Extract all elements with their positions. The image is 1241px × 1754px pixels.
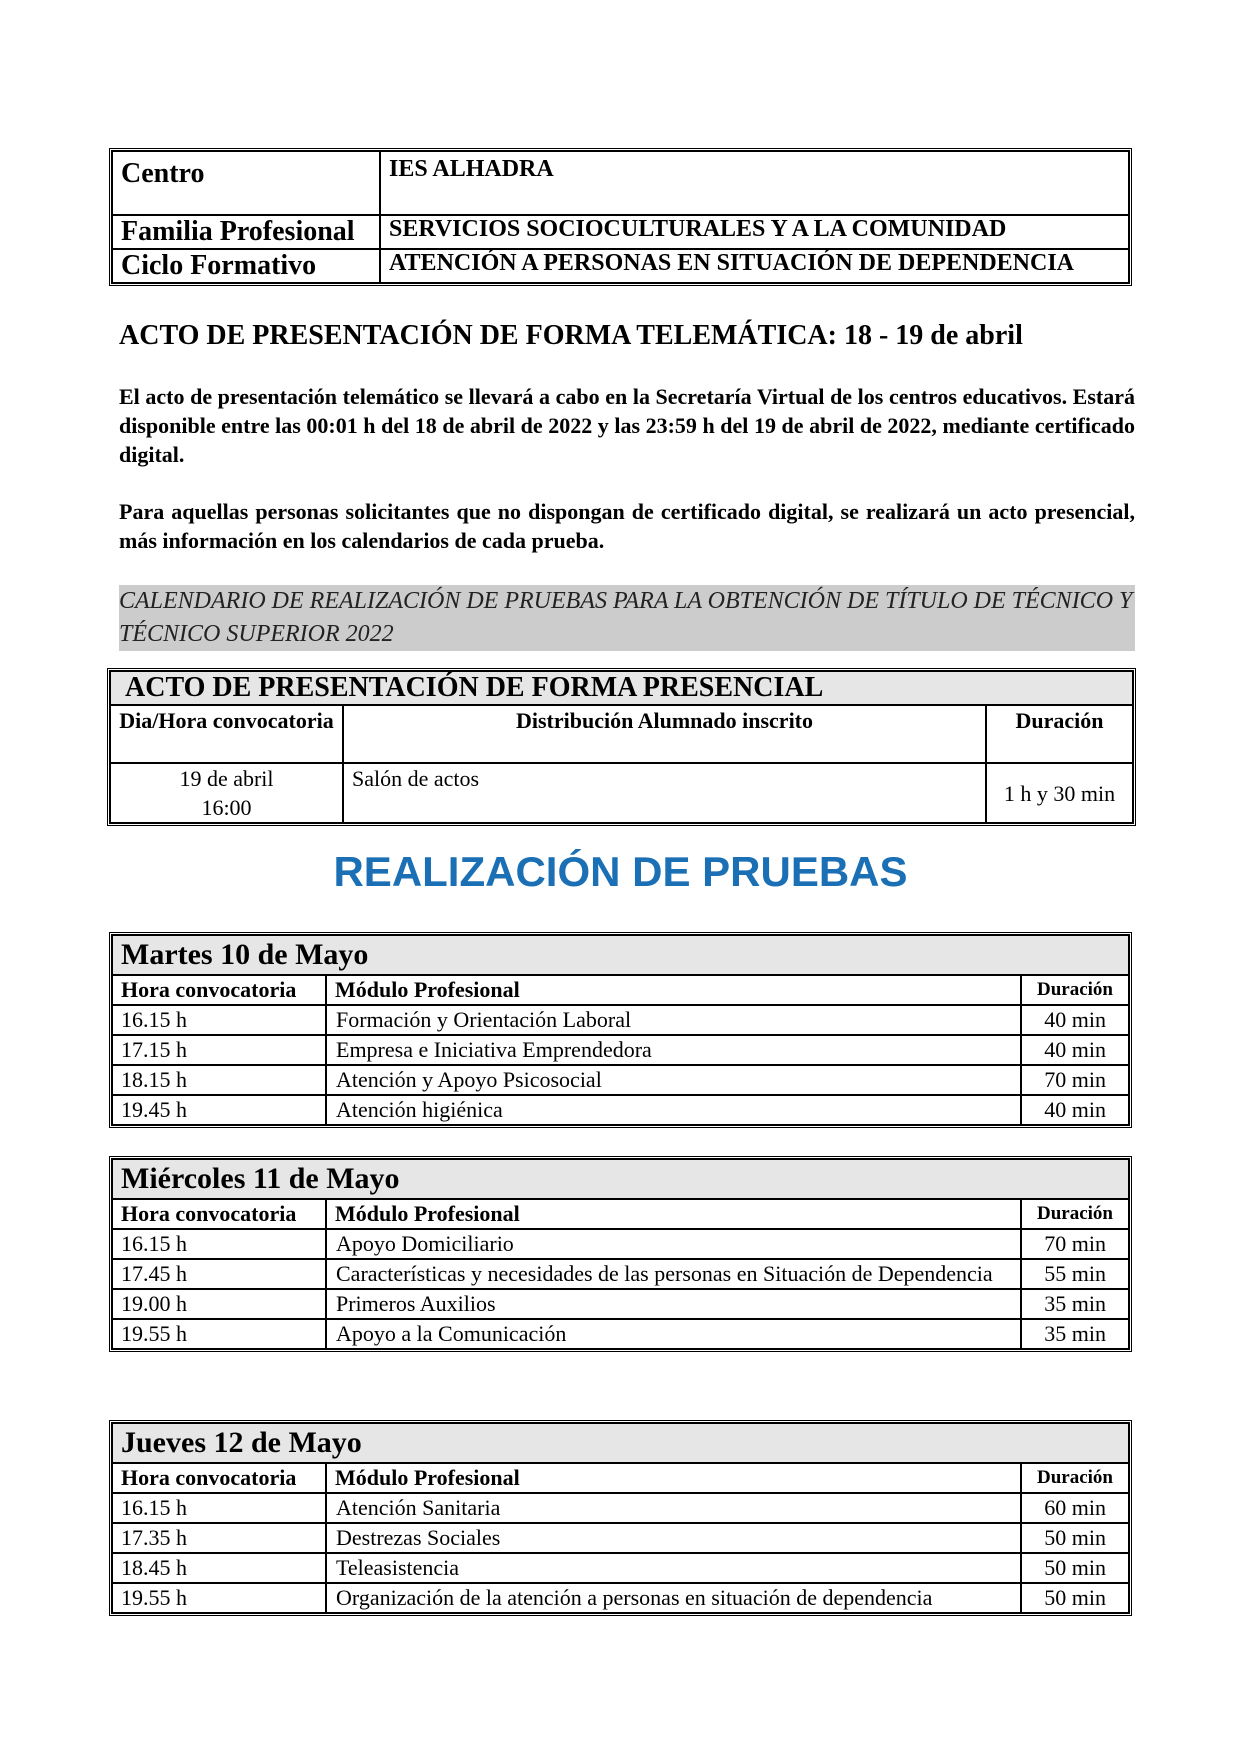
info-row-ciclo xyxy=(112,249,1129,283)
duracion-cell: 40 min xyxy=(1021,1095,1129,1125)
col-hora: Hora convocatoria xyxy=(112,1199,326,1229)
col-modulo: Módulo Profesional xyxy=(326,1463,1021,1493)
presencial-table xyxy=(107,668,1136,826)
day-title-row xyxy=(112,1159,1129,1199)
hora-cell: 19.55 h xyxy=(112,1319,326,1349)
presencial-duracion: 1 h y 30 min xyxy=(986,763,1133,823)
modulo-cell: Primeros Auxilios xyxy=(326,1289,1021,1319)
modulo-cell: Características y necesidades de las personas en Situación de Dependencia xyxy=(326,1259,1021,1289)
info-row-familia xyxy=(112,215,1129,249)
table-row xyxy=(112,1229,1129,1259)
modulo-cell: Destrezas Sociales xyxy=(326,1523,1021,1553)
table-row xyxy=(112,1095,1129,1125)
col-duracion: Duración xyxy=(986,705,1133,763)
table-row xyxy=(112,1523,1129,1553)
table-row xyxy=(112,1005,1129,1035)
col-distribucion: Distribución Alumnado inscrito xyxy=(343,705,986,763)
presencial-hora: 16:00 xyxy=(201,795,252,820)
duracion-cell: 50 min xyxy=(1021,1553,1129,1583)
duracion-cell: 50 min xyxy=(1021,1523,1129,1553)
duracion-cell: 60 min xyxy=(1021,1493,1129,1523)
telematic-paragraph-1: El acto de presentación telemático se llevará a cabo en la Secretaría Virtual de los centros educativos. Estará disponible entre las 00:01 h del 18 de abril de 2022 y las 23:59 h del 19 de abril de 2022, mediante certificado digital. xyxy=(119,384,1135,467)
modulo-cell: Apoyo a la Comunicación xyxy=(326,1319,1021,1349)
presencial-dia-hora-cell xyxy=(110,763,343,823)
col-duracion: Duración xyxy=(1021,975,1129,1005)
presencial-title-row xyxy=(110,671,1133,705)
col-duracion: Duración xyxy=(1021,1463,1129,1493)
hora-cell: 17.45 h xyxy=(112,1259,326,1289)
duracion-cell: 50 min xyxy=(1021,1583,1129,1613)
modulo-cell: Formación y Orientación Laboral xyxy=(326,1005,1021,1035)
day-header-row xyxy=(112,975,1129,1005)
realizacion-title: REALIZACIÓN DE PRUEBAS xyxy=(333,848,908,895)
table-row xyxy=(112,1065,1129,1095)
hora-cell: 17.15 h xyxy=(112,1035,326,1065)
presencial-dia: 19 de abril xyxy=(179,766,274,791)
hora-cell: 17.35 h xyxy=(112,1523,326,1553)
telematic-heading: ACTO DE PRESENTACIÓN DE FORMA TELEMÁTICA: 18 - 19 de abril xyxy=(119,320,1023,351)
modulo-cell: Atención y Apoyo Psicosocial xyxy=(326,1065,1021,1095)
ciclo-label: Ciclo Formativo xyxy=(112,249,380,283)
duracion-cell: 55 min xyxy=(1021,1259,1129,1289)
table-row xyxy=(112,1553,1129,1583)
modulo-cell: Organización de la atención a personas en situación de dependencia xyxy=(326,1583,1021,1613)
day-header-row xyxy=(112,1463,1129,1493)
calendar-banner: CALENDARIO DE REALIZACIÓN DE PRUEBAS PARA LA OBTENCIÓN DE TÍTULO DE TÉCNICO Y TÉCNICO SUPERIOR 2022 xyxy=(119,585,1135,651)
modulo-cell: Teleasistencia xyxy=(326,1553,1021,1583)
modulo-cell: Apoyo Domiciliario xyxy=(326,1229,1021,1259)
duracion-cell: 70 min xyxy=(1021,1229,1129,1259)
table-row xyxy=(112,1583,1129,1613)
day-title: Jueves 12 de Mayo xyxy=(112,1423,1129,1463)
table-row xyxy=(112,1289,1129,1319)
familia-value: SERVICIOS SOCIOCULTURALES Y A LA COMUNIDAD xyxy=(380,215,1129,249)
day-title: Miércoles 11 de Mayo xyxy=(112,1159,1129,1199)
col-dia-hora: Dia/Hora convocatoria xyxy=(110,705,343,763)
duracion-cell: 70 min xyxy=(1021,1065,1129,1095)
duracion-cell: 40 min xyxy=(1021,1035,1129,1065)
col-modulo: Módulo Profesional xyxy=(326,1199,1021,1229)
schedule-table-day-1 xyxy=(109,932,1132,1128)
presencial-distribucion: Salón de actos xyxy=(343,763,986,823)
hora-cell: 16.15 h xyxy=(112,1005,326,1035)
presencial-title: ACTO DE PRESENTACIÓN DE FORMA PRESENCIAL xyxy=(110,671,1133,705)
col-duracion: Duración xyxy=(1021,1199,1129,1229)
ciclo-value: ATENCIÓN A PERSONAS EN SITUACIÓN DE DEPENDENCIA xyxy=(380,249,1129,283)
schedule-table-day-2 xyxy=(109,1156,1132,1352)
hora-cell: 18.15 h xyxy=(112,1065,326,1095)
schedule-table-day-3 xyxy=(109,1420,1132,1616)
col-modulo: Módulo Profesional xyxy=(326,975,1021,1005)
day-title: Martes 10 de Mayo xyxy=(112,935,1129,975)
hora-cell: 16.15 h xyxy=(112,1493,326,1523)
hora-cell: 19.00 h xyxy=(112,1289,326,1319)
center-info-table xyxy=(109,148,1132,286)
presencial-header-row xyxy=(110,705,1133,763)
day-title-row xyxy=(112,1423,1129,1463)
duracion-cell: 40 min xyxy=(1021,1005,1129,1035)
table-row xyxy=(112,1493,1129,1523)
centro-value: IES ALHADRA xyxy=(380,151,1129,215)
day-header-row xyxy=(112,1199,1129,1229)
col-hora: Hora convocatoria xyxy=(112,975,326,1005)
hora-cell: 18.45 h xyxy=(112,1553,326,1583)
hora-cell: 19.55 h xyxy=(112,1583,326,1613)
day-title-row xyxy=(112,935,1129,975)
hora-cell: 19.45 h xyxy=(112,1095,326,1125)
hora-cell: 16.15 h xyxy=(112,1229,326,1259)
presencial-row xyxy=(110,763,1133,823)
telematic-paragraph-2: Para aquellas personas solicitantes que no dispongan de certificado digital, se realizará un acto presencial, más información en los calendarios de cada prueba. xyxy=(119,499,1135,553)
table-row xyxy=(112,1319,1129,1349)
centro-label: Centro xyxy=(112,151,380,215)
table-row xyxy=(112,1259,1129,1289)
familia-label: Familia Profesional xyxy=(112,215,380,249)
modulo-cell: Empresa e Iniciativa Emprendedora xyxy=(326,1035,1021,1065)
duracion-cell: 35 min xyxy=(1021,1319,1129,1349)
col-hora: Hora convocatoria xyxy=(112,1463,326,1493)
info-row-centro xyxy=(112,151,1129,215)
table-row xyxy=(112,1035,1129,1065)
modulo-cell: Atención higiénica xyxy=(326,1095,1021,1125)
modulo-cell: Atención Sanitaria xyxy=(326,1493,1021,1523)
duracion-cell: 35 min xyxy=(1021,1289,1129,1319)
